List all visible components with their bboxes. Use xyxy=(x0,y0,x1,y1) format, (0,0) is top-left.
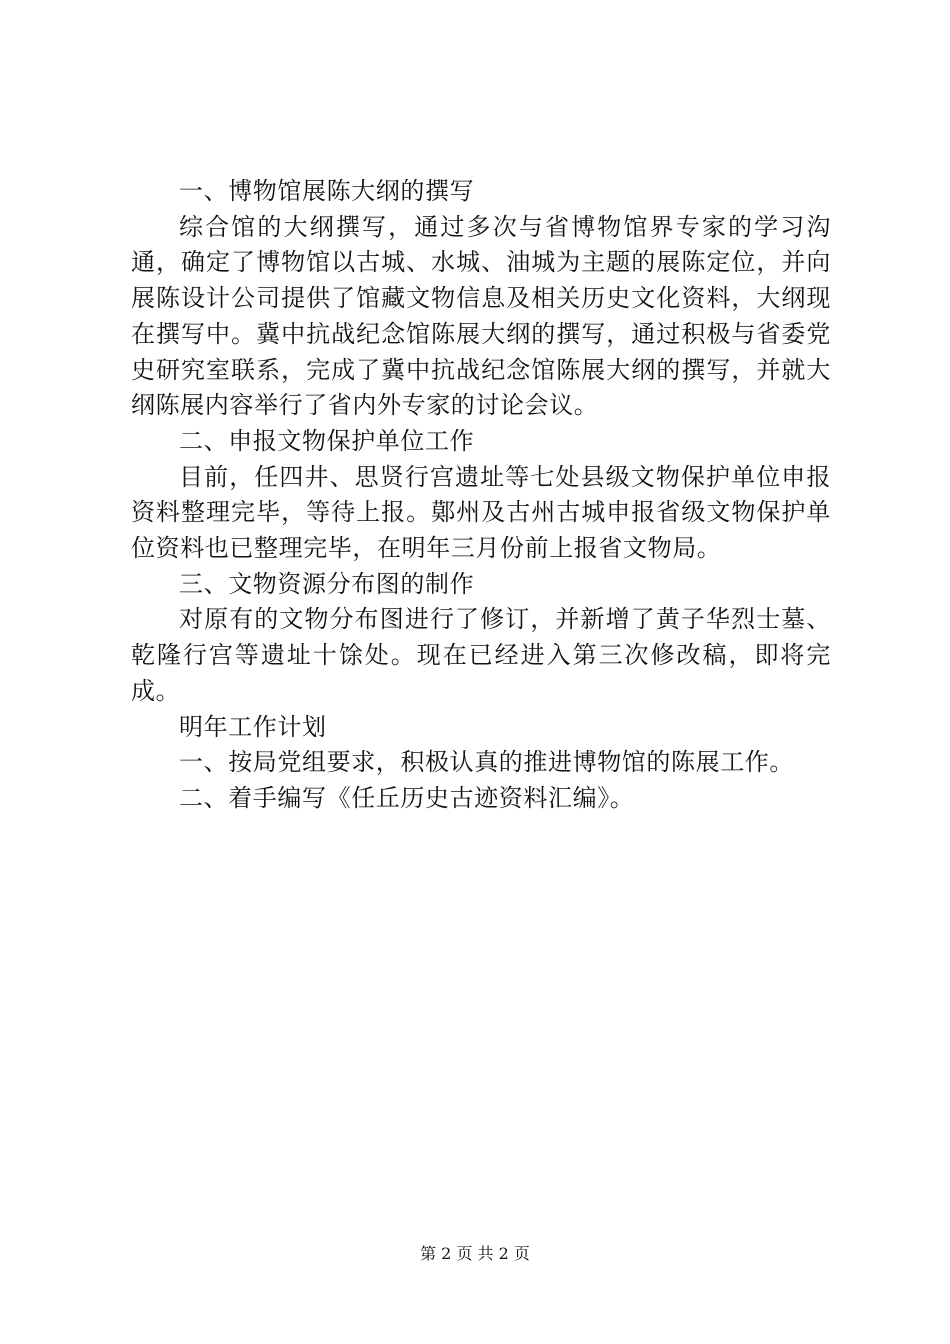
section-heading-distribution-map: 三、文物资源分布图的制作 xyxy=(179,569,475,598)
section-body-distribution-map: 对原有的文物分布图进行了修订，并新增了黄子华烈士墓、乾隆行宫等遗址十馀处。现在已经进入第三次修改稿，即将完成。 xyxy=(131,605,831,705)
page-footer: 第 2 页 共 2 页 xyxy=(420,1244,530,1263)
plan-item: 二、着手编写《任丘历史古迹资料汇编》。 xyxy=(179,783,635,812)
document-body xyxy=(131,174,831,817)
section-body-protection-units: 目前，任四井、思贤行宫遗址等七处县级文物保护单位申报资料整理完毕，等待上报。鄚州及古州古城申报省级文物保护单位资料也已整理完毕，在明年三月份前上报省文物局。 xyxy=(131,462,831,563)
section-heading-museum-outline: 一、博物馆展陈大纲的撰写 xyxy=(179,177,475,205)
section-body-museum-outline: 综合馆的大纲撰写，通过多次与省博物馆界专家的学习沟通，确定了博物馆以古城、水城、油城为主题的展陈定位，并向展陈设计公司提供了馆藏文物信息及相关历史文化资料，大纲现在撰写中。冀中抗战纪念馆陈展大纲的撰写，通过积极与省委党史研究室联系，完成了冀中抗战纪念馆陈展大纲的撰写，并就大纲陈展内容举行了省内外专家的讨论会议。 xyxy=(131,212,831,420)
section-heading-protection-units: 二、申报文物保护单位工作 xyxy=(179,426,475,455)
plan-title: 明年工作计划 xyxy=(179,712,327,741)
plan-item: 一、按局党组要求，积极认真的推进博物馆的陈展工作。 xyxy=(179,748,794,777)
